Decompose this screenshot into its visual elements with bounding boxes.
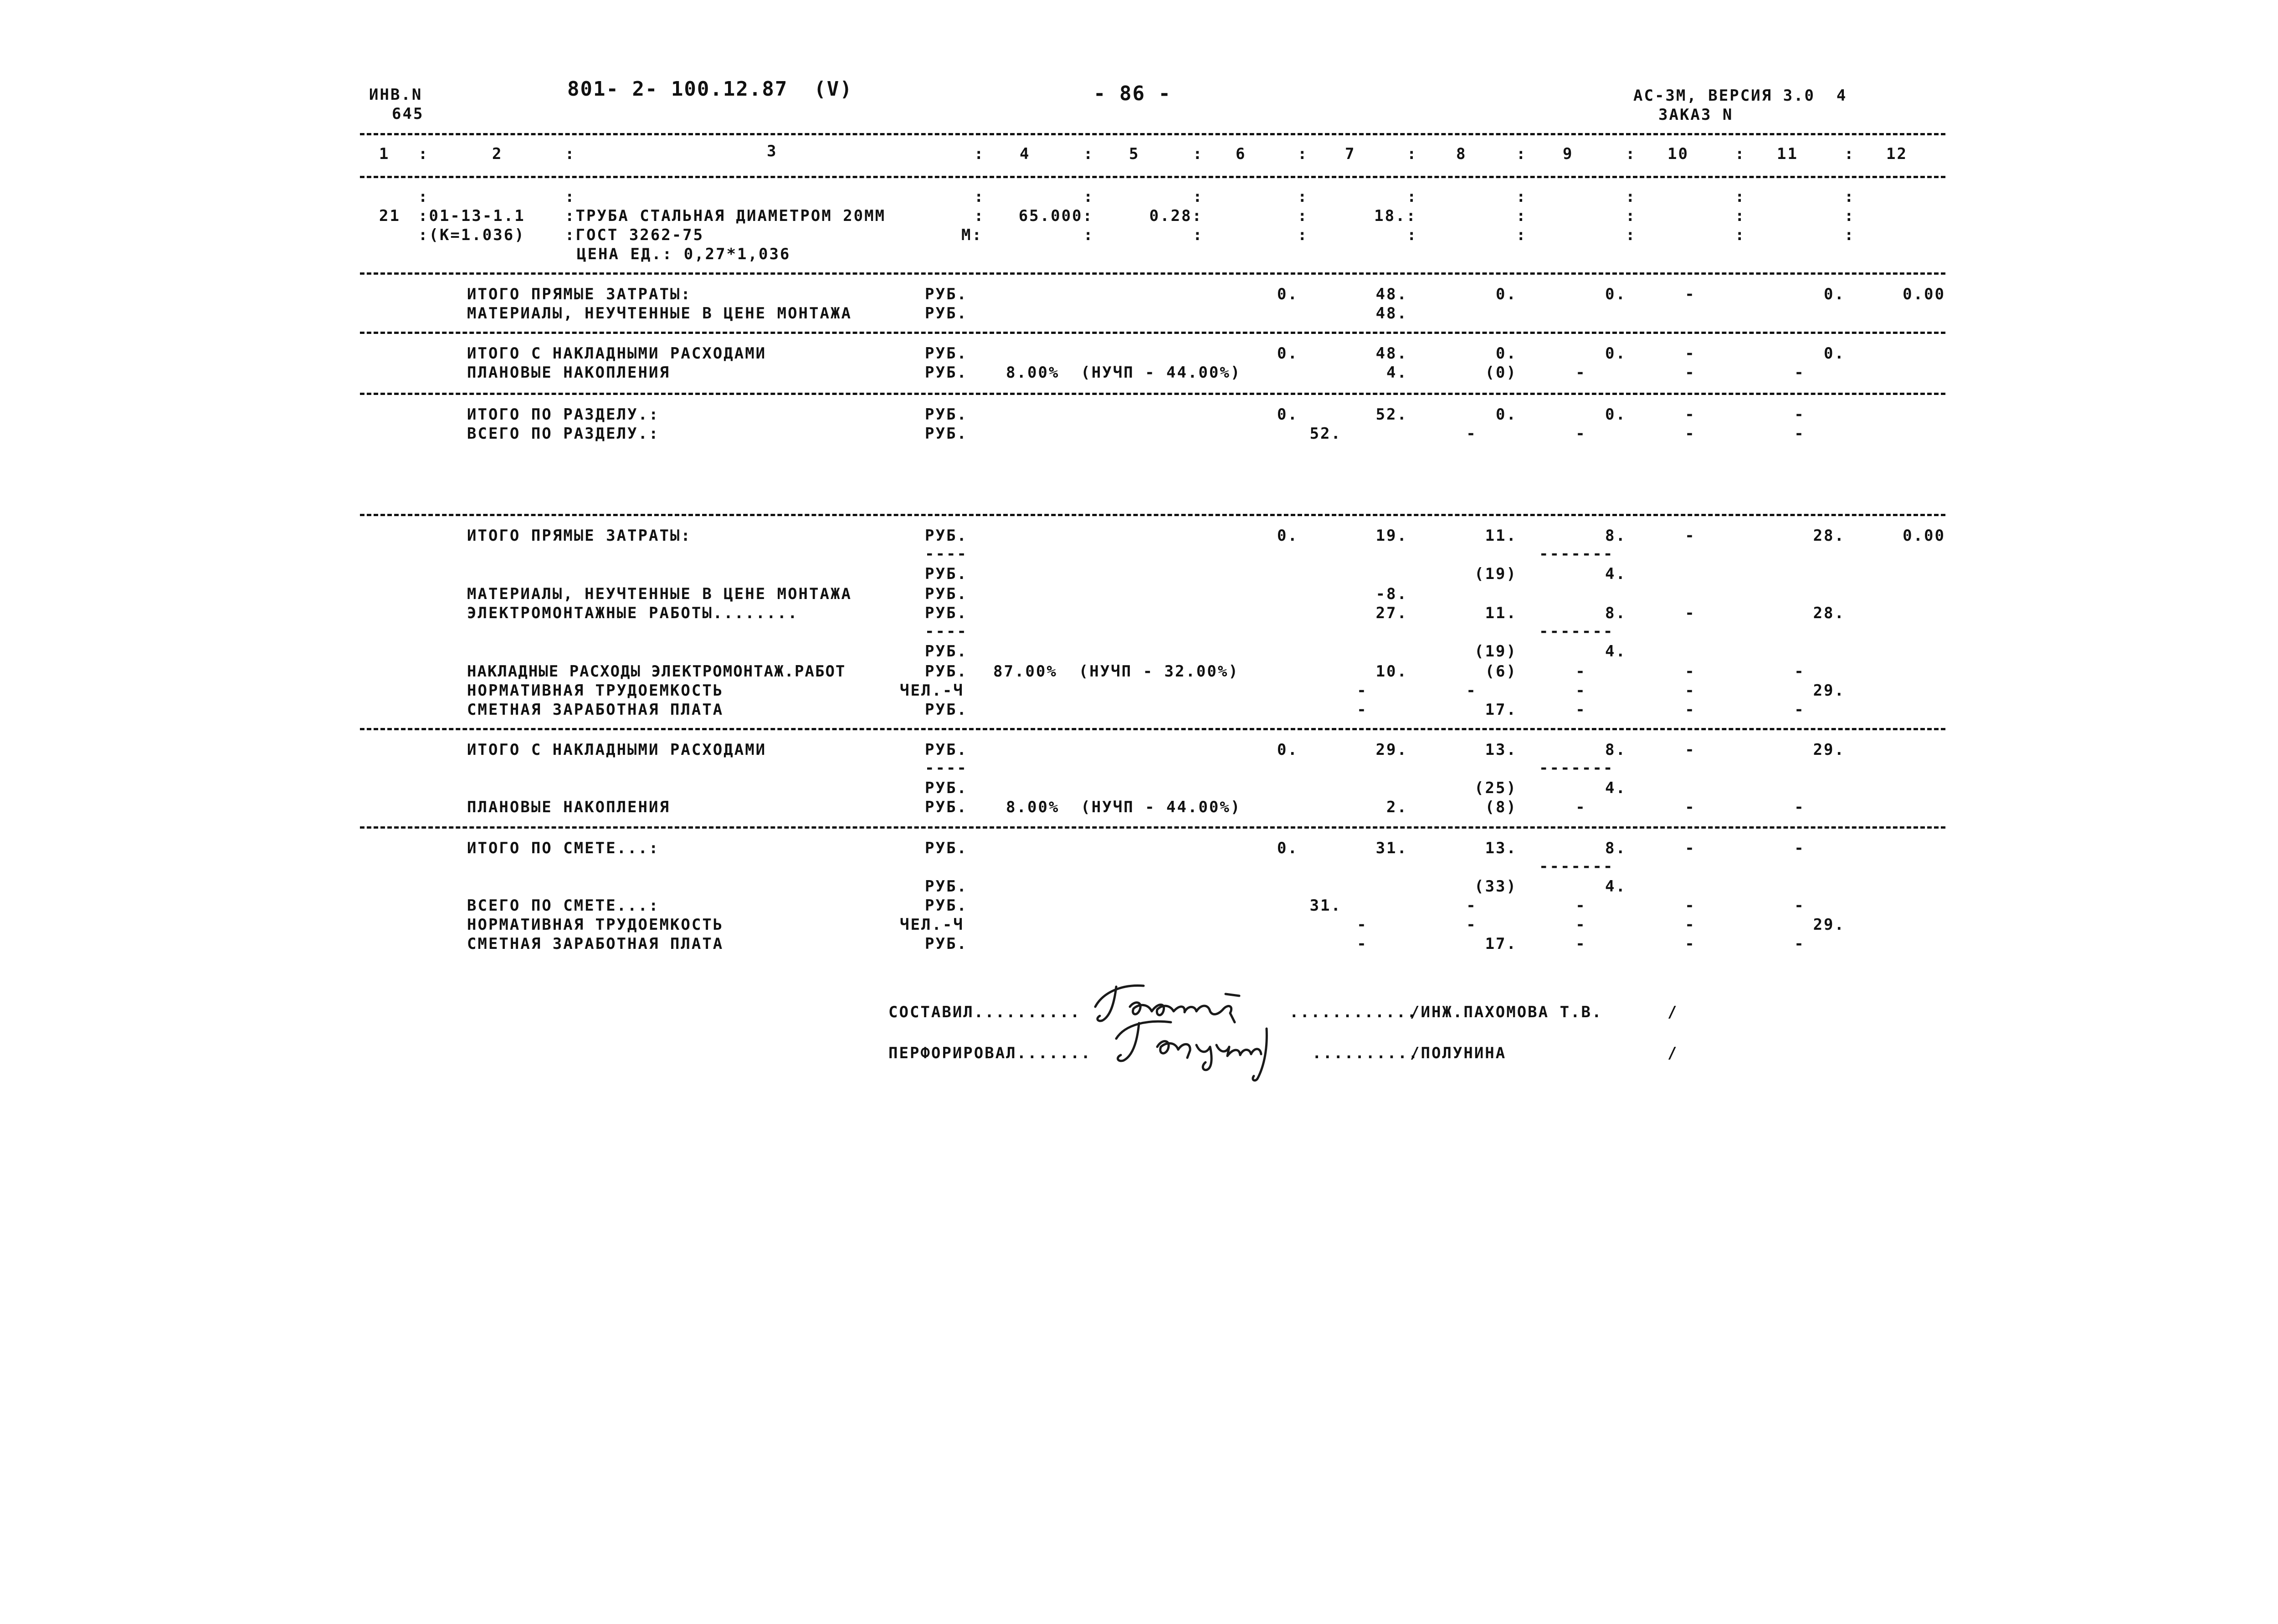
- column-separator: :: [1516, 207, 1527, 225]
- document-code: 801- 2- 100.12.87 (V): [567, 77, 853, 101]
- row-unit: РУБ.: [925, 344, 968, 363]
- signoff-name: /ПОЛУНИНА: [1410, 1044, 1507, 1062]
- row-label: НОРМАТИВНАЯ ТРУДОЕМКОСТЬ: [467, 916, 724, 934]
- cell-col9: 0.: [1605, 344, 1626, 363]
- cell-col8: 13.: [1485, 741, 1517, 759]
- column-separator: :: [1193, 188, 1204, 206]
- cell-col6: 0.: [1277, 344, 1298, 363]
- column-separator: :: [1298, 226, 1308, 244]
- cell-col11: 28.: [1813, 527, 1845, 545]
- column-separator: :: [1516, 145, 1527, 163]
- row-unit: ЧЕЛ.-Ч: [900, 916, 964, 934]
- column-separator: :: [418, 188, 429, 206]
- underline-mark: -------: [1539, 759, 1614, 777]
- cell-col10: -: [1685, 741, 1696, 759]
- item-code: :01-13-1.1: [418, 207, 525, 225]
- cell-col9: 4.: [1605, 642, 1626, 661]
- cell-col10: -: [1685, 935, 1696, 953]
- cell-col11: 0.: [1824, 285, 1845, 303]
- cell-col11: -: [1794, 935, 1805, 953]
- column-separator: :: [1735, 207, 1746, 225]
- cell-col8: 0.: [1496, 405, 1517, 424]
- signoff-name: /ИНЖ.ПАХОМОВА Т.В.: [1410, 1003, 1603, 1021]
- rate-text: 8.00% (НУЧП - 44.00%): [1006, 364, 1242, 382]
- handwritten-signature: [1107, 1010, 1317, 1083]
- inventory-label: ИНВ.N: [369, 86, 423, 104]
- cell-col8: 17.: [1485, 935, 1517, 953]
- cell-col10: -: [1685, 425, 1696, 443]
- item-unit-price-formula: ЦЕНА ЕД.: 0,27*1,036: [577, 245, 791, 263]
- cell-col7: -: [1357, 681, 1368, 700]
- cell-col6: 31.: [1309, 897, 1342, 915]
- column-separator: :: [1298, 207, 1308, 225]
- cell-col8: 0.: [1496, 344, 1517, 363]
- cell-col8: (33): [1474, 877, 1517, 896]
- cell-col12: 0.00: [1903, 285, 1945, 303]
- cell-col7: 19.: [1375, 527, 1408, 545]
- signoff-dots: ..........: [1312, 1044, 1419, 1062]
- row-unit: РУБ.: [925, 877, 968, 896]
- cell-col8: -: [1466, 681, 1477, 700]
- cell-col7: -: [1357, 935, 1368, 953]
- row-label: ВСЕГО ПО РАЗДЕЛУ.:: [467, 425, 660, 443]
- inventory-number: 645: [392, 105, 424, 123]
- underline-mark: ----: [925, 622, 968, 640]
- cell-col11: -: [1794, 839, 1805, 857]
- cell-col11: -: [1794, 897, 1805, 915]
- cell-col9: -: [1575, 916, 1586, 934]
- cell-col6: 52.: [1309, 425, 1342, 443]
- column-separator: :: [1193, 226, 1204, 244]
- divider: [360, 393, 1945, 395]
- row-unit: РУБ.: [925, 741, 968, 759]
- signoff-end-mark: /: [1667, 1003, 1678, 1021]
- cell-col9: -: [1575, 798, 1586, 816]
- cell-col9: 4.: [1605, 779, 1626, 797]
- cell-col10: -: [1685, 662, 1696, 681]
- cell-col6: 0.: [1277, 405, 1298, 424]
- row-label: МАТЕРИАЛЫ, НЕУЧТЕННЫЕ В ЦЕНЕ МОНТАЖА: [467, 585, 852, 603]
- cell-col10: -: [1685, 798, 1696, 816]
- cell-col7: -: [1357, 916, 1368, 934]
- cell-col7: -8.: [1375, 585, 1408, 603]
- row-unit: РУБ.: [925, 585, 968, 603]
- cell-col8: (8): [1485, 798, 1517, 816]
- cell-col11: -: [1794, 798, 1805, 816]
- column-separator: :: [1844, 226, 1855, 244]
- row-unit: РУБ.: [925, 662, 968, 681]
- column-separator: :: [974, 207, 985, 225]
- column-separator: :: [1735, 226, 1746, 244]
- column-separator: :: [1083, 188, 1094, 206]
- row-label: ВСЕГО ПО СМЕТЕ...:: [467, 897, 660, 915]
- row-unit: РУБ.: [925, 285, 968, 303]
- cell-col9: 4.: [1605, 877, 1626, 896]
- divider: [360, 272, 1945, 275]
- order-number-label: ЗАКАЗ N: [1658, 106, 1734, 124]
- cell-col7: 48.: [1375, 285, 1408, 303]
- column-separator: :: [565, 145, 576, 163]
- row-label: ИТОГО ПРЯМЫЕ ЗАТРАТЫ:: [467, 285, 692, 303]
- column-separator: :: [1844, 145, 1855, 163]
- item-name: :ТРУБА СТАЛЬНАЯ ДИАМЕТРОМ 20ММ: [565, 207, 886, 225]
- item-total: 18.:: [1374, 207, 1417, 225]
- item-number: 21: [379, 207, 400, 225]
- underline-mark: -------: [1539, 545, 1614, 563]
- row-unit: РУБ.: [925, 798, 968, 816]
- underline-mark: ----: [925, 759, 968, 777]
- column-number: 1: [379, 145, 390, 163]
- cell-col9: 0.: [1605, 405, 1626, 424]
- cell-col6: 0.: [1277, 741, 1298, 759]
- row-unit: РУБ.: [925, 897, 968, 915]
- signoff-dots: ............: [1289, 1003, 1418, 1021]
- item-standard: :ГОСТ 3262-75: [565, 226, 704, 244]
- signoff-label: СОСТАВИЛ..........: [888, 1003, 1081, 1021]
- cell-col12: 0.00: [1903, 527, 1945, 545]
- row-label: ИТОГО ПРЯМЫЕ ЗАТРАТЫ:: [467, 527, 692, 545]
- column-separator: :: [1407, 188, 1418, 206]
- row-unit: РУБ.: [925, 304, 968, 323]
- column-separator: :: [1626, 145, 1637, 163]
- cell-col9: 8.: [1605, 741, 1626, 759]
- cell-col11: 29.: [1813, 741, 1845, 759]
- cell-col11: 0.: [1824, 344, 1845, 363]
- cell-col6: 0.: [1277, 285, 1298, 303]
- divider: [360, 728, 1945, 730]
- row-unit: РУБ.: [925, 604, 968, 622]
- cell-col11: 28.: [1813, 604, 1845, 622]
- column-number: 9: [1563, 145, 1574, 163]
- cell-col10: -: [1685, 364, 1696, 382]
- column-number: 4: [1020, 145, 1031, 163]
- cell-col7: 52.: [1375, 405, 1408, 424]
- column-separator: :: [1735, 145, 1746, 163]
- cell-col7: 2.: [1386, 798, 1408, 816]
- column-separator: :: [418, 145, 429, 163]
- divider: [360, 133, 1945, 135]
- column-separator: :: [1516, 188, 1527, 206]
- column-separator: :: [1407, 226, 1418, 244]
- row-label: СМЕТНАЯ ЗАРАБОТНАЯ ПЛАТА: [467, 701, 724, 719]
- cell-col9: -: [1575, 425, 1586, 443]
- cell-col11: -: [1794, 701, 1805, 719]
- cell-col10: -: [1685, 839, 1696, 857]
- cell-col7: 10.: [1375, 662, 1408, 681]
- divider: [360, 826, 1945, 829]
- cell-col8: 13.: [1485, 839, 1517, 857]
- column-separator: :: [1298, 188, 1308, 206]
- system-version: АС-3М, ВЕРСИЯ 3.0 4: [1633, 87, 1847, 105]
- row-unit: РУБ.: [925, 425, 968, 443]
- cell-col8: (6): [1485, 662, 1517, 681]
- cell-col7: 48.: [1375, 344, 1408, 363]
- cell-col11: 29.: [1813, 916, 1845, 934]
- column-number: 8: [1456, 145, 1467, 163]
- cell-col10: -: [1685, 285, 1696, 303]
- row-unit: РУБ.: [925, 405, 968, 424]
- row-unit: РУБ.: [925, 701, 968, 719]
- cell-col6: 0.: [1277, 527, 1298, 545]
- column-separator: :: [974, 188, 985, 206]
- cell-col7: 48.: [1375, 304, 1408, 323]
- cell-col10: -: [1685, 527, 1696, 545]
- cell-col7: 29.: [1375, 741, 1408, 759]
- column-number: 3: [767, 142, 778, 160]
- cell-col9: 0.: [1605, 285, 1626, 303]
- row-label: ПЛАНОВЫЕ НАКОПЛЕНИЯ: [467, 364, 670, 382]
- signoff-end-mark: /: [1667, 1044, 1678, 1062]
- cell-col11: -: [1794, 364, 1805, 382]
- row-unit: ЧЕЛ.-Ч: [900, 681, 964, 700]
- item-quantity: 65.000:: [1018, 207, 1093, 225]
- cell-col8: 0.: [1496, 285, 1517, 303]
- row-unit: РУБ.: [925, 527, 968, 545]
- column-number: 12: [1886, 145, 1908, 163]
- cell-col10: -: [1685, 604, 1696, 622]
- row-unit: РУБ.: [925, 565, 968, 583]
- row-label: ИТОГО ПО РАЗДЕЛУ.:: [467, 405, 660, 424]
- cell-col10: -: [1685, 701, 1696, 719]
- item-coefficient: :(К=1.036): [418, 226, 525, 244]
- column-number: 11: [1777, 145, 1798, 163]
- cell-col9: 8.: [1605, 527, 1626, 545]
- cell-col8: 11.: [1485, 604, 1517, 622]
- cell-col11: -: [1794, 662, 1805, 681]
- row-label: ЭЛЕКТРОМОНТАЖНЫЕ РАБОТЫ........: [467, 604, 799, 622]
- cell-col9: -: [1575, 897, 1586, 915]
- column-number: 6: [1236, 145, 1247, 163]
- column-separator: :: [565, 188, 576, 206]
- page-number: - 86 -: [1093, 82, 1171, 105]
- cell-col7: -: [1357, 701, 1368, 719]
- cell-col9: -: [1575, 701, 1586, 719]
- column-separator: :: [974, 145, 985, 163]
- column-separator: :: [1735, 188, 1746, 206]
- underline-mark: -------: [1539, 622, 1614, 640]
- column-separator: :: [1407, 145, 1418, 163]
- underline-mark: -------: [1539, 857, 1614, 876]
- cell-col9: 8.: [1605, 604, 1626, 622]
- row-unit: РУБ.: [925, 935, 968, 953]
- column-separator: :: [1516, 226, 1527, 244]
- item-unit: М:: [961, 226, 983, 244]
- cell-col7: 27.: [1375, 604, 1408, 622]
- cell-col10: -: [1685, 405, 1696, 424]
- column-separator: :: [1083, 145, 1094, 163]
- row-label: МАТЕРИАЛЫ, НЕУЧТЕННЫЕ В ЦЕНЕ МОНТАЖА: [467, 304, 852, 323]
- item-unit-price: 0.28:: [1149, 207, 1203, 225]
- cell-col11: -: [1794, 405, 1805, 424]
- row-unit: РУБ.: [925, 364, 968, 382]
- cell-col9: -: [1575, 935, 1586, 953]
- row-label: ИТОГО С НАКЛАДНЫМИ РАСХОДАМИ: [467, 741, 767, 759]
- cell-col9: -: [1575, 662, 1586, 681]
- row-label: ИТОГО ПО СМЕТЕ...:: [467, 839, 660, 857]
- cell-col10: -: [1685, 916, 1696, 934]
- divider: [360, 332, 1945, 334]
- row-unit: РУБ.: [925, 779, 968, 797]
- column-number: 2: [492, 145, 503, 163]
- column-separator: :: [1626, 207, 1637, 225]
- cell-col8: -: [1466, 897, 1477, 915]
- column-number: 10: [1667, 145, 1689, 163]
- column-separator: :: [1298, 145, 1308, 163]
- row-label: ИТОГО С НАКЛАДНЫМИ РАСХОДАМИ: [467, 344, 767, 363]
- cell-col6: 0.: [1277, 839, 1298, 857]
- column-separator: :: [1626, 188, 1637, 206]
- underline-mark: ----: [925, 545, 968, 563]
- rate-text: 87.00% (НУЧП - 32.00%): [993, 662, 1239, 681]
- row-unit: РУБ.: [925, 839, 968, 857]
- cell-col8: 11.: [1485, 527, 1517, 545]
- cell-col10: -: [1685, 344, 1696, 363]
- signoff-label: ПЕРФОРИРОВАЛ.......: [888, 1044, 1092, 1062]
- cell-col8: (25): [1474, 779, 1517, 797]
- cell-col8: -: [1466, 916, 1477, 934]
- cell-col11: 29.: [1813, 681, 1845, 700]
- row-label: СМЕТНАЯ ЗАРАБОТНАЯ ПЛАТА: [467, 935, 724, 953]
- cell-col8: (0): [1485, 364, 1517, 382]
- column-number: 7: [1345, 145, 1356, 163]
- row-label: НОРМАТИВНАЯ ТРУДОЕМКОСТЬ: [467, 681, 724, 700]
- cell-col10: -: [1685, 897, 1696, 915]
- column-separator: :: [1193, 145, 1204, 163]
- divider: [360, 514, 1945, 516]
- row-unit: РУБ.: [925, 642, 968, 661]
- row-label: НАКЛАДНЫЕ РАСХОДЫ ЭЛЕКТРОМОНТАЖ.РАБОТ: [467, 662, 846, 681]
- rate-text: 8.00% (НУЧП - 44.00%): [1006, 798, 1242, 816]
- cell-col8: (19): [1474, 565, 1517, 583]
- divider: [360, 176, 1945, 178]
- cell-col7: 31.: [1375, 839, 1408, 857]
- cell-col9: 4.: [1605, 565, 1626, 583]
- cell-col9: 8.: [1605, 839, 1626, 857]
- row-label: ПЛАНОВЫЕ НАКОПЛЕНИЯ: [467, 798, 670, 816]
- cell-col8: (19): [1474, 642, 1517, 661]
- column-separator: :: [1844, 188, 1855, 206]
- column-number: 5: [1129, 145, 1140, 163]
- cell-col10: -: [1685, 681, 1696, 700]
- column-separator: :: [1844, 207, 1855, 225]
- cell-col11: -: [1794, 425, 1805, 443]
- cell-col8: -: [1466, 425, 1477, 443]
- cell-col8: 17.: [1485, 701, 1517, 719]
- column-separator: :: [1083, 226, 1094, 244]
- cell-col7: 4.: [1386, 364, 1408, 382]
- column-separator: :: [1626, 226, 1637, 244]
- cell-col9: -: [1575, 364, 1586, 382]
- cell-col9: -: [1575, 681, 1586, 700]
